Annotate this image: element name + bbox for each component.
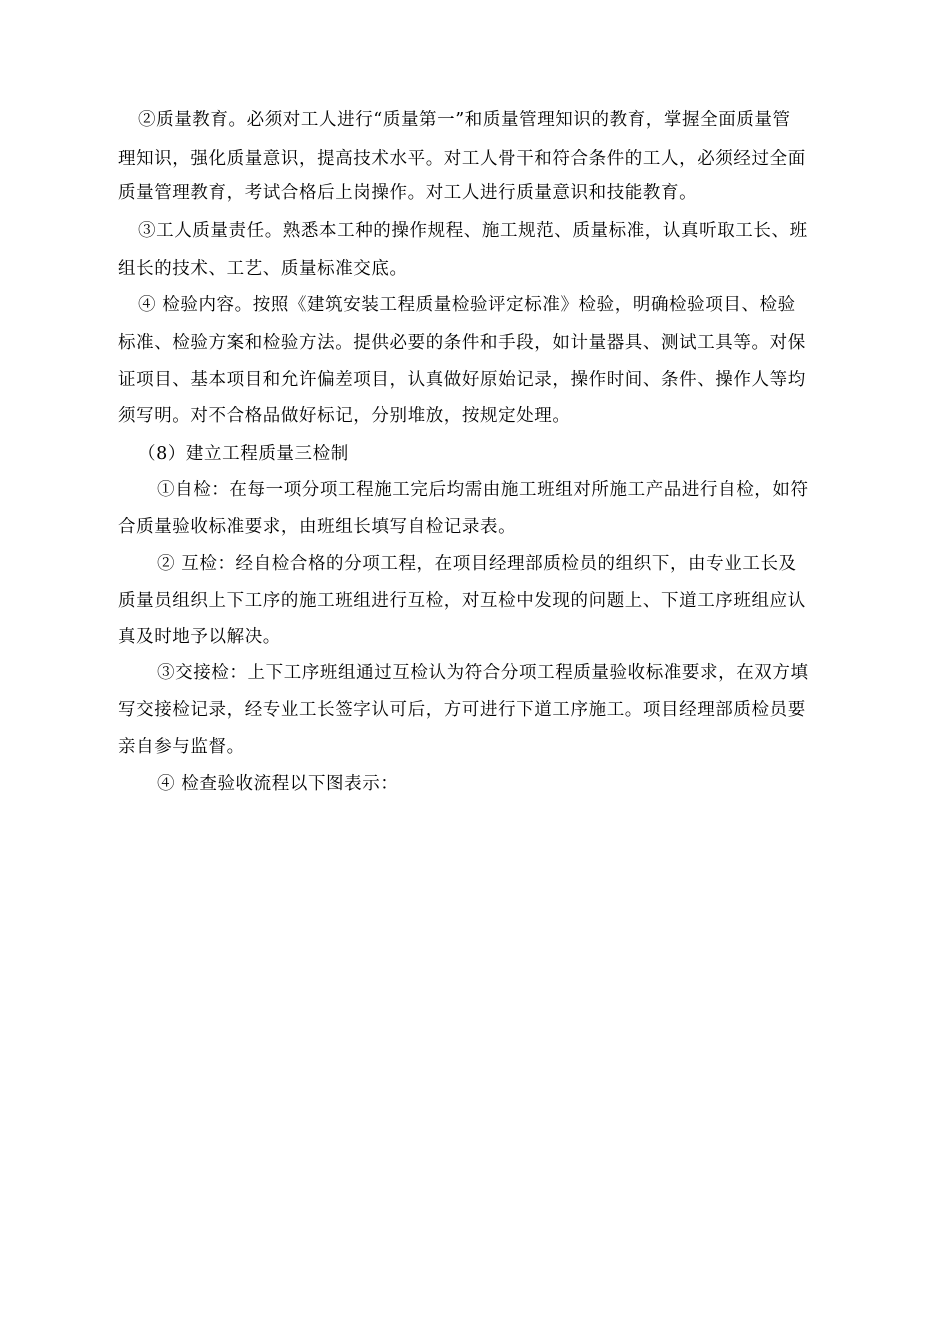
text-line: ③交接检：上下工序班组通过互检认为符合分项工程质量验收标准要求，在双方填: [157, 663, 809, 683]
text-line: 合质量验收标准要求，由班组长填写自检记录表。: [118, 517, 517, 537]
text-line: 真及时地予以解决。: [118, 627, 281, 647]
section-heading: （8）建立工程质量三检制: [138, 444, 349, 464]
text-line: ④ 检验内容。按照《建筑安装工程质量检验评定标准》检验，明确检验项目、检验: [138, 295, 796, 315]
text-line: 组长的技术、工艺、质量标准交底。: [118, 259, 408, 279]
text-line: 写交接检记录，经专业工长签字认可后，方可进行下道工序施工。项目经理部质检员要: [118, 700, 806, 720]
text-line: 亲自参与监督。: [118, 737, 245, 757]
text-line: 质量员组织上下工序的施工班组进行互检，对互检中发现的问题上、下道工序班组应认: [118, 591, 806, 611]
text-line: 理知识，强化质量意识，提高技术水平。对工人骨干和符合条件的工人，必须经过全面: [118, 149, 806, 169]
text-line: ④ 检查验收流程以下图表示：: [157, 774, 399, 794]
text-line: ①自检：在每一项分项工程施工完后均需由施工班组对所施工产品进行自检，如符: [157, 480, 809, 500]
text-line: 质量管理教育，考试合格后上岗操作。对工人进行质量意识和技能教育。: [118, 183, 698, 203]
text-line: 须写明。对不合格品做好标记，分别堆放，按规定处理。: [118, 406, 571, 426]
text-line: ②质量教育。必须对工人进行“质量第一”和质量管理知识的教育，掌握全面质量管: [138, 110, 791, 130]
text-line: 标准、检验方案和检验方法。提供必要的条件和手段，如计量器具、测试工具等。对保: [118, 333, 806, 353]
text-line: ② 互检：经自检合格的分项工程，在项目经理部质检员的组织下，由专业工长及: [157, 554, 797, 574]
text-line: ③工人质量责任。熟悉本工种的操作规程、施工规范、质量标准，认真听取工长、班: [138, 221, 808, 241]
text-line: 证项目、基本项目和允许偏差项目，认真做好原始记录，操作时间、条件、操作人等均: [118, 370, 806, 390]
